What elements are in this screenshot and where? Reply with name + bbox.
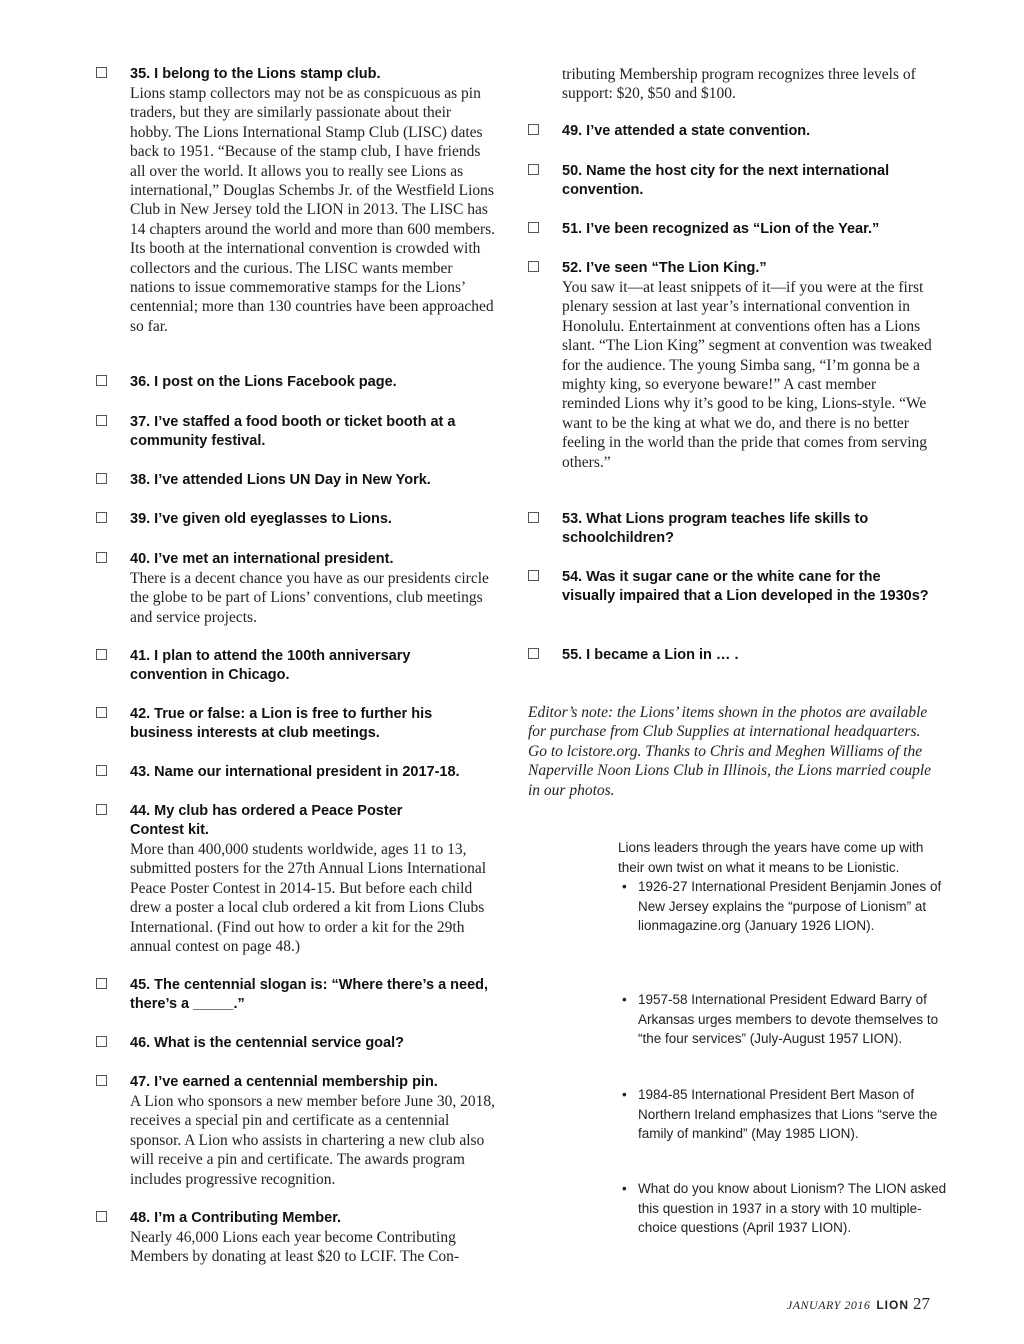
question-text: 49. I’ve attended a state convention. <box>562 123 811 139</box>
answer-text: A Lion who sponsors a new member before June 30, 2018, receives a special pin and certificate as a centennial sponsor. A Lion who assists in chartering a new club also will receive a pin and certificate. The awards program includes progressive recognition. <box>130 1093 496 1188</box>
checkbox[interactable] <box>96 552 107 563</box>
checkbox[interactable] <box>528 164 539 175</box>
quiz-item-53 <box>528 510 938 548</box>
quiz-item-35 <box>96 65 496 336</box>
quiz-item-52 <box>528 259 938 472</box>
checkbox[interactable] <box>96 1211 107 1222</box>
quiz-item-55 <box>528 646 938 665</box>
quiz-item-49 <box>528 122 938 141</box>
sidebar-bullet <box>618 1179 948 1238</box>
question-text: 35. I belong to the Lions stamp club. <box>130 66 381 82</box>
quiz-item-36 <box>96 373 496 392</box>
checkbox[interactable] <box>96 67 107 78</box>
checkbox[interactable] <box>96 804 107 815</box>
page-number: 27 <box>913 1294 930 1313</box>
bullet-text: What do you know about Lionism? The LION asked this question in 1937 in a story with 10 multiple-choice questions (April 1937 LION). <box>638 1181 947 1235</box>
checkbox[interactable] <box>528 648 539 659</box>
checkbox[interactable] <box>528 570 539 581</box>
question-text: 44. My club has ordered a Peace Poster Contest kit. <box>130 803 403 838</box>
checkbox[interactable] <box>528 222 539 233</box>
quiz-item-43 <box>96 763 496 782</box>
sidebar-bullet <box>618 1085 948 1144</box>
quiz-item-47 <box>96 1073 496 1189</box>
question-text: 38. I’ve attended Lions UN Day in New York. <box>130 472 431 488</box>
checkbox[interactable] <box>528 124 539 135</box>
question-text: 39. I’ve given old eyeglasses to Lions. <box>130 511 392 527</box>
checkbox[interactable] <box>96 978 107 989</box>
bullet-icon: • <box>622 1087 627 1102</box>
quiz-item-54 <box>528 568 938 606</box>
answer-text: More than 400,000 students worldwide, ages 11 to 13, submitted posters for the 27th Annual Lions International Peace Poster Contest in 2014-15. But before each child drew a poster a local club ordered a kit from Lions Clubs International. (Find out how to order a kit for the 29th annual contest on page 48.) <box>130 841 487 956</box>
quiz-item-45 <box>96 976 496 1014</box>
checkbox[interactable] <box>96 765 107 776</box>
answer-text: There is a decent chance you have as our presidents circle the globe to be part of Lions’ conventions, club meetings and service projects. <box>130 570 489 626</box>
answer-text: Nearly 46,000 Lions each year become Contributing Members by donating at least $20 to LCIF. The Con- <box>130 1229 460 1266</box>
quiz-item-48 <box>96 1209 496 1267</box>
bullet-text: 1926-27 International President Benjamin Jones of New Jersey explains the “purpose of Lionism” at lionmagazine.org (January 1926 LION). <box>638 879 942 933</box>
quiz-item-39 <box>96 510 496 529</box>
bullet-icon: • <box>622 992 627 1007</box>
checkbox[interactable] <box>96 512 107 523</box>
question-text: 51. I’ve been recognized as “Lion of the Year.” <box>562 221 880 237</box>
quiz-item-51 <box>528 220 938 239</box>
checkbox[interactable] <box>528 261 539 272</box>
question-text: 52. I’ve seen “The Lion King.” <box>562 260 767 276</box>
checkbox[interactable] <box>96 707 107 718</box>
quiz-item-42 <box>96 705 496 743</box>
continued-text: tributing Membership program recognizes three levels of support: $20, $50 and $100. <box>562 66 916 103</box>
checkbox[interactable] <box>96 1036 107 1047</box>
quiz-item-40 <box>96 550 496 627</box>
magazine-name: LION <box>876 1298 909 1312</box>
sidebar-intro: Lions leaders through the years have come up with their own twist on what it means to be Lionistic. <box>618 840 924 875</box>
quiz-item-44 <box>96 802 496 956</box>
sidebar-bullet <box>618 877 948 936</box>
editor-note: Editor’s note: the Lions’ items shown in the photos are available for purchase from Club Supplies at international headquarters. Go to lcistore.org. Thanks to Chris and Meghen Williams of the Naperville Noon Lions Club in Illinois, the Lions married couple in our photos. <box>528 704 931 799</box>
quiz-item-38 <box>96 471 496 490</box>
question-text: 54. Was it sugar cane or the white cane for the visually impaired that a Lion developed in the 1930s? <box>562 569 929 604</box>
sidebar-bullet <box>618 990 948 1049</box>
quiz-item-46 <box>96 1034 496 1053</box>
question-text: 50. Name the host city for the next international convention. <box>562 163 890 198</box>
bullet-text: 1957-58 International President Edward Barry of Arkansas urges members to devote themselves to “the four services” (July-August 1957 LION). <box>638 992 939 1046</box>
question-text: 55. I became a Lion in … . <box>562 647 739 663</box>
question-text: 47. I’ve earned a centennial membership pin. <box>130 1074 438 1090</box>
page-footer <box>787 1294 930 1314</box>
question-text: 40. I’ve met an international president. <box>130 551 394 567</box>
bullet-icon: • <box>622 1181 627 1196</box>
bullet-icon: • <box>622 879 627 894</box>
question-text: 53. What Lions program teaches life skills to schoolchildren? <box>562 511 869 546</box>
issue-date: JANUARY 2016 <box>786 1298 871 1312</box>
quiz-item-41 <box>96 647 496 685</box>
question-text: 48. I’m a Contributing Member. <box>130 1210 342 1226</box>
checkbox[interactable] <box>96 415 107 426</box>
question-text: 43. Name our international president in 2017-18. <box>130 764 460 780</box>
quiz-item-37 <box>96 413 496 451</box>
checkbox[interactable] <box>96 649 107 660</box>
lionism-sidebar <box>618 838 948 1235</box>
checkbox[interactable] <box>96 1075 107 1086</box>
question-text: 36. I post on the Lions Facebook page. <box>130 374 397 390</box>
checkbox[interactable] <box>528 512 539 523</box>
answer-text: Lions stamp collectors may not be as conspicuous as pin traders, but they are similarly passionate about their hobby. The Lions International Stamp Club (LISC) dates back to 1951. “Because of the stamp club, I have friends all over the world. It allows you to really see Lions as international,” Douglas Schembs Jr. of the Westfield Lions Club in New Jersey told the LION in 2013. The LISC has 14 chapters around the world and more than 600 members. Its booth at the international convention is crowded with collectors and the curious. The LISC wants member nations to issue commemorative stamps for the Lions’ centennial; more than 130 countries have been approached so far. <box>130 85 496 335</box>
question-text: 46. What is the centennial service goal? <box>130 1035 404 1051</box>
question-text: 37. I’ve staffed a food booth or ticket booth at a community festival. <box>130 414 456 449</box>
question-text: 42. True or false: a Lion is free to further his business interests at club meetings. <box>130 706 433 741</box>
question-text: 41. I plan to attend the 100th anniversary convention in Chicago. <box>130 648 411 683</box>
checkbox[interactable] <box>96 375 107 386</box>
checkbox[interactable] <box>96 473 107 484</box>
question-text: 45. The centennial slogan is: “Where there’s a need, there’s a _____.” <box>130 977 489 1012</box>
quiz-item-50 <box>528 162 938 200</box>
answer-text: You saw it—at least snippets of it—if you were at the first plenary session at last year’s international convention in Honolulu. Entertainment at conventions often has a Lions slant. “The Lion King” segment at convention was tweaked for the audience. The young Simba sang, “I’m gonna be a mighty king, so everyone beware!” A cast member reminded Lions why it’s good to be king, Lions-style. “We want to be the king at what we do, and there is no better feeling in the world than the pride that comes from serving others.” <box>562 279 932 471</box>
bullet-text: 1984-85 International President Bert Mason of Northern Ireland emphasizes that Lions “serve the family of mankind” (May 1985 LION). <box>638 1087 938 1141</box>
